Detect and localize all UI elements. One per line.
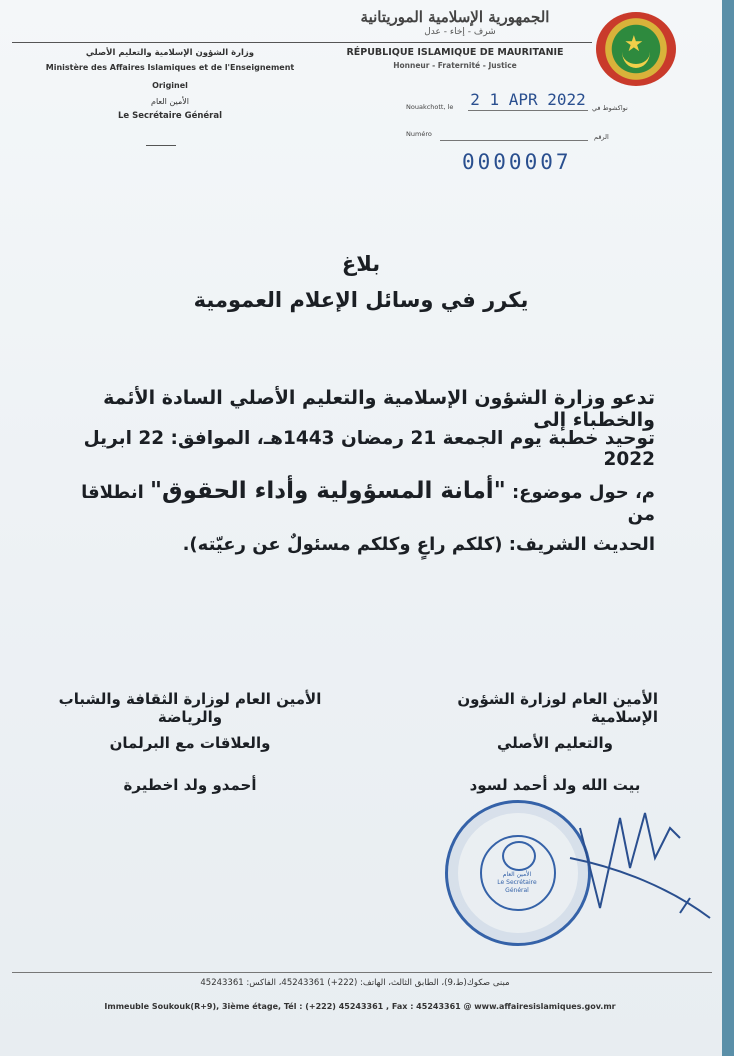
body-line-4: الحديث الشريف: (كلكم راعٍ وكلكم مسئولٌ عن رعيّته).	[182, 534, 655, 555]
signatory-right-title-2: والتعليم الأصلي	[496, 734, 614, 752]
stamp-inner-fr: Le Secrétaire Général	[497, 879, 537, 894]
motto-fr: Honneur - Fraternité - Justice	[393, 61, 517, 70]
stamp-inner-ring	[480, 835, 556, 911]
number-label-ar: الرقم	[594, 133, 609, 141]
footer-address-ar: مبنى صكوك(ط،9)، الطابق الثالث، الهاتف: (222+) 45243361، الفاكس: 45243361	[200, 978, 510, 988]
reference-number: 0000007	[462, 150, 572, 174]
place-label-ar: نواكشوط في	[592, 104, 628, 112]
document-title: بلاغ	[341, 252, 381, 276]
motto-ar: شرف - إخاء - عدل	[424, 27, 496, 37]
country-name-ar: الجمهورية الإسلامية الموريتانية	[360, 8, 550, 26]
signatory-left-name: أحمدو ولد اخطيرة	[123, 776, 257, 794]
secretary-general-fr: Le Secrétaire Général	[117, 111, 223, 121]
body-line-3-suffix: انطلاقا من	[81, 482, 655, 525]
background-edge	[722, 0, 734, 1056]
stamp-emblem-icon	[502, 841, 536, 871]
signatory-left-title-2: والعلاقات مع البرلمان	[109, 734, 271, 752]
body-line-1: تدعو وزارة الشؤون الإسلامية والتعليم الأصلي السادة الأئمة والخطباء إلى	[103, 387, 655, 431]
body-line-2: توحيد خطبة يوم الجمعة 21 رمضان 1443هـ، الموافق: 22 ابريل 2022	[83, 428, 655, 470]
footer-divider	[12, 972, 712, 973]
document-subtitle: يكرر في وسائل الإعلام العمومية	[193, 288, 529, 312]
star-icon: ★	[624, 32, 644, 57]
stamp-inner-ar: الأمين العام	[502, 871, 532, 878]
header-dash	[146, 145, 176, 146]
date-stamp: 2 1 APR 2022	[468, 90, 588, 111]
place-label-fr: Nouakchott, le	[406, 103, 454, 111]
body-line-3-prefix: م، حول موضوع:	[511, 482, 655, 503]
secretary-general-ar: الأمين العام	[150, 97, 190, 106]
ministry-name-fr-2: Originel	[152, 81, 188, 90]
country-name-fr: RÉPUBLIQUE ISLAMIQUE DE MAURITANIE	[346, 47, 564, 58]
ministry-name-fr: Ministère des Affaires Islamiques et de l'Enseignement	[45, 63, 295, 72]
handwritten-signature	[560, 798, 720, 928]
sermon-topic: "أمانة المسؤولية وأداء الحقوق"	[150, 478, 506, 504]
header-divider	[12, 42, 592, 43]
signatory-right-name: بيت الله ولد أحمد لسود	[469, 776, 641, 794]
signatory-left-title: الأمين العام لوزارة الثقافة والشباب والرياضة	[58, 690, 322, 726]
ministry-name-ar: وزارة الشؤون الإسلامية والتعليم الأصلي	[85, 48, 255, 58]
national-seal-logo	[596, 12, 676, 86]
number-label-fr: Numéro	[406, 130, 432, 138]
signatory-right-title: الأمين العام لوزارة الشؤون الإسلامية	[457, 690, 658, 726]
footer-address-fr: Immeuble Soukouk(R+9), 3ième étage, Tél : (+222) 45243361 , Fax : 45243361 @ www.affairesislamiques.gov.mr	[104, 1002, 616, 1011]
number-line	[440, 140, 588, 141]
body-line-3	[55, 478, 655, 525]
